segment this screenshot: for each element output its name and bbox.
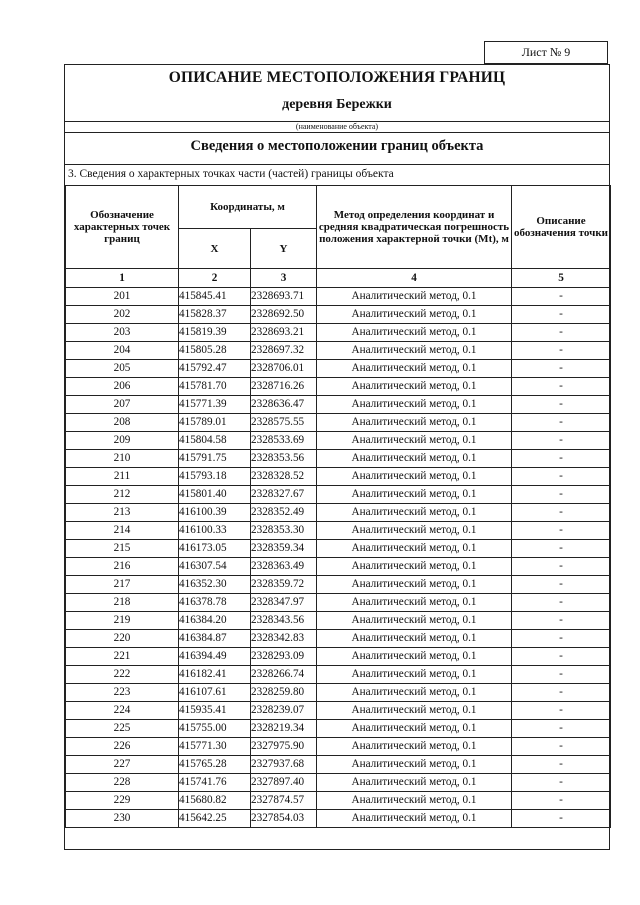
coord-y: 2328716.26 — [251, 378, 317, 396]
table-row — [66, 810, 611, 828]
document-title: ОПИСАНИЕ МЕСТОПОЛОЖЕНИЯ ГРАНИЦ — [168, 69, 506, 86]
method-cell: Аналитический метод, 0.1 — [317, 306, 512, 324]
coord-x: 416384.20 — [179, 612, 251, 630]
description-cell: - — [512, 702, 611, 720]
table-row — [66, 756, 611, 774]
object-name: деревня Бережки — [282, 97, 392, 112]
coord-y: 2328636.47 — [251, 396, 317, 414]
coord-y: 2328352.49 — [251, 504, 317, 522]
table-row — [66, 360, 611, 378]
coord-y: 2328359.72 — [251, 576, 317, 594]
point-label: 201 — [66, 288, 179, 306]
coord-y: 2327897.40 — [251, 774, 317, 792]
divider — [65, 164, 609, 165]
coord-y: 2328239.07 — [251, 702, 317, 720]
table-row — [66, 594, 611, 612]
table-row — [66, 720, 611, 738]
table-row — [66, 684, 611, 702]
section-title: Сведения о местоположении границ объекта — [190, 138, 484, 154]
coord-y: 2327937.68 — [251, 756, 317, 774]
coord-y: 2328693.21 — [251, 324, 317, 342]
description-cell: - — [512, 450, 611, 468]
coord-y: 2328266.74 — [251, 666, 317, 684]
description-cell: - — [512, 468, 611, 486]
point-label: 203 — [66, 324, 179, 342]
point-label: 210 — [66, 450, 179, 468]
description-cell: - — [512, 360, 611, 378]
description-cell: - — [512, 414, 611, 432]
coord-y: 2328693.71 — [251, 288, 317, 306]
coord-y: 2328353.56 — [251, 450, 317, 468]
coord-x: 415935.41 — [179, 702, 251, 720]
coord-y: 2328327.67 — [251, 486, 317, 504]
coord-x: 415771.30 — [179, 738, 251, 756]
table-row — [66, 774, 611, 792]
description-cell: - — [512, 576, 611, 594]
coord-x: 415771.39 — [179, 396, 251, 414]
point-label: 220 — [66, 630, 179, 648]
description-cell: - — [512, 432, 611, 450]
coord-x: 416378.78 — [179, 594, 251, 612]
table-row — [66, 666, 611, 684]
header-point-label: Обозначение характерных точек границ — [66, 186, 179, 269]
coord-y: 2328697.32 — [251, 342, 317, 360]
method-cell: Аналитический метод, 0.1 — [317, 450, 512, 468]
coord-y: 2328342.83 — [251, 630, 317, 648]
table-row — [66, 792, 611, 810]
header-y: Y — [251, 229, 317, 269]
method-cell: Аналитический метод, 0.1 — [317, 396, 512, 414]
coord-y: 2328259.80 — [251, 684, 317, 702]
method-cell: Аналитический метод, 0.1 — [317, 486, 512, 504]
table-row — [66, 306, 611, 324]
method-cell: Аналитический метод, 0.1 — [317, 720, 512, 738]
point-label: 206 — [66, 378, 179, 396]
point-label: 216 — [66, 558, 179, 576]
description-cell: - — [512, 594, 611, 612]
method-cell: Аналитический метод, 0.1 — [317, 468, 512, 486]
method-cell: Аналитический метод, 0.1 — [317, 810, 512, 828]
method-cell: Аналитический метод, 0.1 — [317, 360, 512, 378]
point-label: 215 — [66, 540, 179, 558]
description-cell: - — [512, 504, 611, 522]
point-label: 226 — [66, 738, 179, 756]
header-method: Метод определения координат и средняя квадратическая погрешность положения характерной точки (Mt), м — [317, 186, 512, 269]
description-cell: - — [512, 306, 611, 324]
coord-x: 416107.61 — [179, 684, 251, 702]
point-label: 218 — [66, 594, 179, 612]
table-row — [66, 504, 611, 522]
description-cell: - — [512, 558, 611, 576]
table-row — [66, 738, 611, 756]
coord-x: 415801.40 — [179, 486, 251, 504]
object-name-caption: (наименование объекта) — [295, 122, 379, 131]
coord-x: 416100.39 — [179, 504, 251, 522]
header-coordinates: Координаты, м — [179, 186, 317, 229]
description-cell: - — [512, 774, 611, 792]
coord-x: 415642.25 — [179, 810, 251, 828]
method-cell: Аналитический метод, 0.1 — [317, 576, 512, 594]
point-label: 224 — [66, 702, 179, 720]
point-label: 222 — [66, 666, 179, 684]
table-row — [66, 630, 611, 648]
coord-x: 415793.18 — [179, 468, 251, 486]
coord-y: 2327975.90 — [251, 738, 317, 756]
table-row — [66, 648, 611, 666]
point-label: 228 — [66, 774, 179, 792]
coord-x: 416100.33 — [179, 522, 251, 540]
description-cell: - — [512, 648, 611, 666]
method-cell: Аналитический метод, 0.1 — [317, 702, 512, 720]
coord-x: 415781.70 — [179, 378, 251, 396]
point-label: 223 — [66, 684, 179, 702]
coord-y: 2328706.01 — [251, 360, 317, 378]
table-row — [66, 612, 611, 630]
point-label: 211 — [66, 468, 179, 486]
column-number: 5 — [512, 269, 611, 288]
description-cell: - — [512, 486, 611, 504]
table-row — [66, 522, 611, 540]
description-cell: - — [512, 396, 611, 414]
method-cell: Аналитический метод, 0.1 — [317, 504, 512, 522]
coord-x: 415805.28 — [179, 342, 251, 360]
coord-x: 416384.87 — [179, 630, 251, 648]
coord-x: 415792.47 — [179, 360, 251, 378]
column-number: 4 — [317, 269, 512, 288]
table-row — [66, 702, 611, 720]
header-x: X — [179, 229, 251, 269]
point-label: 225 — [66, 720, 179, 738]
subsection-title: 3. Сведения о характерных точках части (частей) границы объекта — [68, 168, 394, 180]
coord-x: 416394.49 — [179, 648, 251, 666]
coord-y: 2328328.52 — [251, 468, 317, 486]
description-cell: - — [512, 342, 611, 360]
method-cell: Аналитический метод, 0.1 — [317, 378, 512, 396]
coord-y: 2328353.30 — [251, 522, 317, 540]
column-number: 2 — [179, 269, 251, 288]
sheet-number: Лист № 9 — [484, 41, 608, 64]
point-label: 221 — [66, 648, 179, 666]
point-label: 227 — [66, 756, 179, 774]
description-cell: - — [512, 522, 611, 540]
method-cell: Аналитический метод, 0.1 — [317, 288, 512, 306]
coord-x: 415791.75 — [179, 450, 251, 468]
coord-x: 415680.82 — [179, 792, 251, 810]
header-description: Описание обозначения точки — [512, 186, 611, 269]
method-cell: Аналитический метод, 0.1 — [317, 684, 512, 702]
point-label: 204 — [66, 342, 179, 360]
points-table — [65, 185, 611, 828]
method-cell: Аналитический метод, 0.1 — [317, 414, 512, 432]
method-cell: Аналитический метод, 0.1 — [317, 342, 512, 360]
table-row — [66, 540, 611, 558]
coord-x: 415819.39 — [179, 324, 251, 342]
point-label: 214 — [66, 522, 179, 540]
table-row — [66, 450, 611, 468]
divider — [65, 132, 609, 133]
table-row — [66, 342, 611, 360]
method-cell: Аналитический метод, 0.1 — [317, 594, 512, 612]
method-cell: Аналитический метод, 0.1 — [317, 738, 512, 756]
coord-y: 2327874.57 — [251, 792, 317, 810]
coord-x: 415789.01 — [179, 414, 251, 432]
point-label: 212 — [66, 486, 179, 504]
table-row — [66, 396, 611, 414]
description-cell: - — [512, 684, 611, 702]
coord-x: 416352.30 — [179, 576, 251, 594]
coord-y: 2328219.34 — [251, 720, 317, 738]
table-row — [66, 468, 611, 486]
coord-x: 415828.37 — [179, 306, 251, 324]
description-cell: - — [512, 378, 611, 396]
point-label: 209 — [66, 432, 179, 450]
coord-x: 415755.00 — [179, 720, 251, 738]
point-label: 205 — [66, 360, 179, 378]
description-cell: - — [512, 756, 611, 774]
coord-y: 2327854.03 — [251, 810, 317, 828]
point-label: 230 — [66, 810, 179, 828]
document-frame — [64, 64, 610, 850]
table-row — [66, 558, 611, 576]
column-numbers-row — [66, 269, 611, 288]
description-cell: - — [512, 324, 611, 342]
coord-y: 2328533.69 — [251, 432, 317, 450]
method-cell: Аналитический метод, 0.1 — [317, 756, 512, 774]
coord-x: 416173.05 — [179, 540, 251, 558]
column-number: 3 — [251, 269, 317, 288]
coord-x: 415765.28 — [179, 756, 251, 774]
coord-y: 2328575.55 — [251, 414, 317, 432]
coord-x: 415845.41 — [179, 288, 251, 306]
coord-y: 2328692.50 — [251, 306, 317, 324]
coord-y: 2328359.34 — [251, 540, 317, 558]
coord-y: 2328363.49 — [251, 558, 317, 576]
coord-y: 2328347.97 — [251, 594, 317, 612]
description-cell: - — [512, 630, 611, 648]
description-cell: - — [512, 612, 611, 630]
point-label: 229 — [66, 792, 179, 810]
coord-x: 415804.58 — [179, 432, 251, 450]
description-cell: - — [512, 738, 611, 756]
method-cell: Аналитический метод, 0.1 — [317, 630, 512, 648]
method-cell: Аналитический метод, 0.1 — [317, 648, 512, 666]
method-cell: Аналитический метод, 0.1 — [317, 540, 512, 558]
coord-y: 2328343.56 — [251, 612, 317, 630]
method-cell: Аналитический метод, 0.1 — [317, 792, 512, 810]
table-row — [66, 414, 611, 432]
table-row — [66, 324, 611, 342]
coord-x: 416307.54 — [179, 558, 251, 576]
table-row — [66, 486, 611, 504]
column-number: 1 — [66, 269, 179, 288]
method-cell: Аналитический метод, 0.1 — [317, 666, 512, 684]
point-label: 217 — [66, 576, 179, 594]
coord-x: 415741.76 — [179, 774, 251, 792]
point-label: 213 — [66, 504, 179, 522]
method-cell: Аналитический метод, 0.1 — [317, 612, 512, 630]
point-label: 208 — [66, 414, 179, 432]
coord-x: 416182.41 — [179, 666, 251, 684]
description-cell: - — [512, 792, 611, 810]
point-label: 207 — [66, 396, 179, 414]
description-cell: - — [512, 540, 611, 558]
method-cell: Аналитический метод, 0.1 — [317, 774, 512, 792]
method-cell: Аналитический метод, 0.1 — [317, 558, 512, 576]
table-row — [66, 288, 611, 306]
point-label: 202 — [66, 306, 179, 324]
method-cell: Аналитический метод, 0.1 — [317, 324, 512, 342]
description-cell: - — [512, 666, 611, 684]
table-row — [66, 576, 611, 594]
description-cell: - — [512, 720, 611, 738]
description-cell: - — [512, 810, 611, 828]
point-label: 219 — [66, 612, 179, 630]
table-row — [66, 378, 611, 396]
method-cell: Аналитический метод, 0.1 — [317, 522, 512, 540]
method-cell: Аналитический метод, 0.1 — [317, 432, 512, 450]
description-cell: - — [512, 288, 611, 306]
coord-y: 2328293.09 — [251, 648, 317, 666]
table-row — [66, 432, 611, 450]
